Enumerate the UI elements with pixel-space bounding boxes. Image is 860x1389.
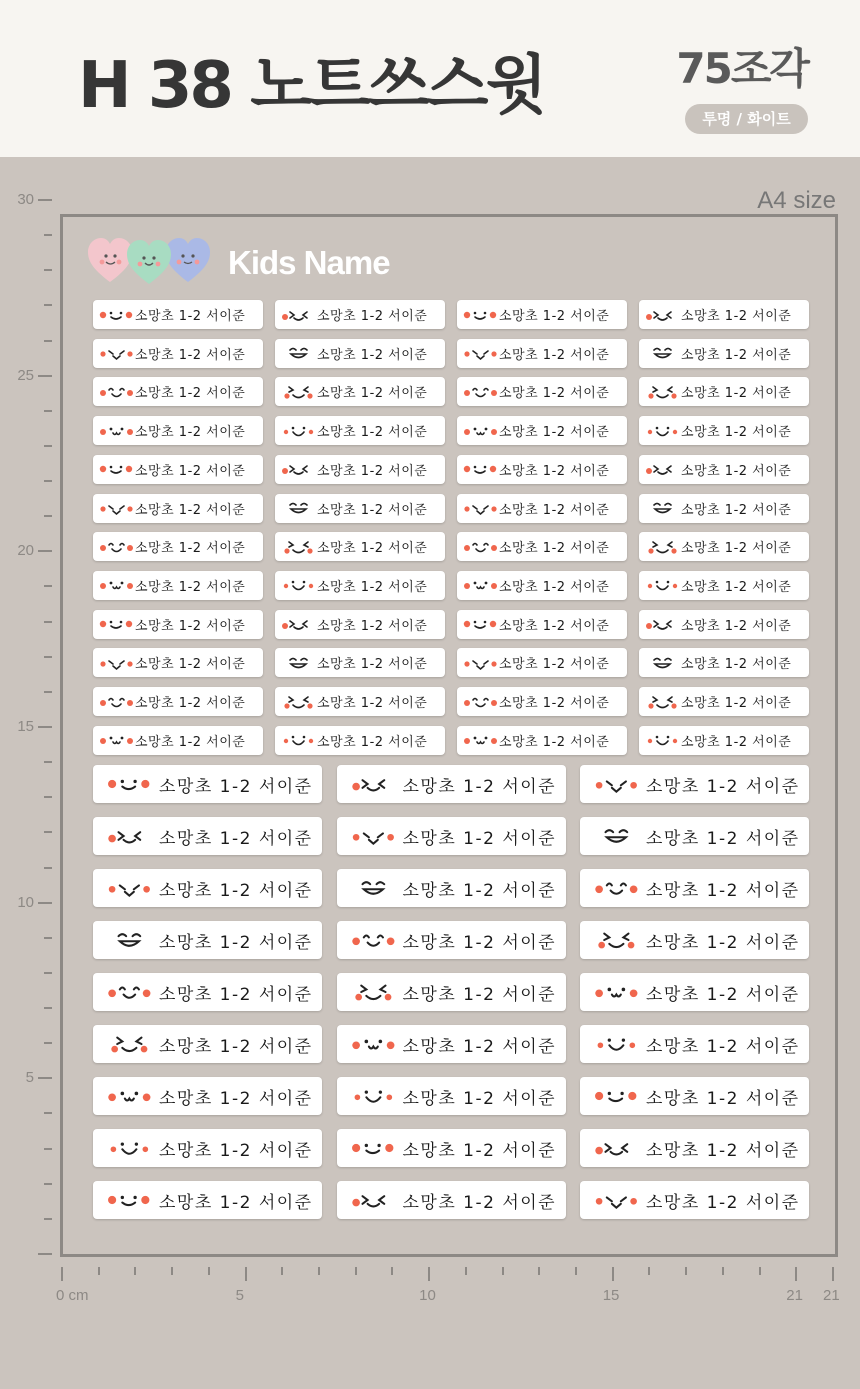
name-label-sticker: [275, 571, 445, 600]
label-text: 소망초 1-2 서이준: [499, 502, 610, 518]
piece-count: 75조각: [676, 44, 808, 93]
ruler-number: 15: [17, 718, 34, 735]
smiley-face-icon: [351, 877, 397, 899]
name-label-sticker: [457, 648, 627, 677]
name-label-sticker: [337, 1025, 566, 1063]
name-label-sticker: [457, 687, 627, 716]
smiley-face-icon: [99, 345, 135, 361]
smiley-face-icon: [107, 981, 153, 1003]
name-label-sticker: [580, 1181, 809, 1219]
label-text: 소망초 1-2 서이준: [159, 1088, 313, 1109]
smiley-face-icon: [645, 655, 681, 671]
label-text: 소망초 1-2 서이준: [135, 502, 246, 518]
name-label-sticker: [275, 377, 445, 406]
name-label-sticker: [93, 494, 263, 523]
smiley-face-icon: [645, 616, 681, 632]
brand-name: Kids Name: [228, 244, 390, 281]
ruler-tick: [44, 340, 52, 342]
label-text: 소망초 1-2 서이준: [135, 696, 246, 711]
label-text: 소망초 1-2 서이준: [135, 541, 246, 557]
ruler-number: 15: [602, 1287, 620, 1304]
ruler-tick: [38, 199, 52, 201]
label-text: 소망초 1-2 서이준: [499, 347, 610, 363]
ruler-number: 30: [17, 191, 34, 208]
name-label-sticker: [580, 973, 809, 1011]
label-text: 소망초 1-2 서이준: [317, 386, 428, 402]
smiley-face-icon: [351, 1137, 397, 1159]
name-label-sticker: [457, 571, 627, 600]
smiley-face-icon: [594, 773, 640, 795]
label-text: 소망초 1-2 서이준: [135, 386, 246, 402]
label-text: 소망초 1-2 서이준: [646, 1036, 800, 1057]
name-label-sticker: [639, 648, 809, 677]
ruler-number: 20: [17, 542, 34, 560]
ruler-tick: [44, 691, 52, 693]
label-text: 소망초 1-2 서이준: [499, 618, 610, 634]
smiley-face-icon: [645, 307, 681, 323]
ruler-tick: [44, 796, 52, 798]
name-label-sticker: [275, 687, 445, 716]
name-label-sticker: [580, 765, 809, 803]
name-label-sticker: [275, 455, 445, 484]
smiley-face-icon: [463, 577, 499, 593]
smiley-face-icon: [351, 773, 397, 795]
label-text: 소망초 1-2 서이준: [499, 309, 610, 324]
name-label-sticker: [580, 817, 809, 855]
label-text: 소망초 1-2 서이준: [317, 347, 428, 363]
smiley-face-icon: [99, 655, 135, 671]
ruler-number: 5: [235, 1287, 244, 1304]
smiley-face-icon: [281, 461, 317, 477]
label-text: 소망초 1-2 서이준: [159, 1036, 313, 1057]
label-text: 소망초 1-2 서이준: [135, 425, 246, 441]
label-text: 소망초 1-2 서이준: [681, 657, 792, 673]
ruler-number: 10: [419, 1287, 436, 1304]
smiley-face-icon: [463, 307, 499, 323]
smiley-face-icon: [463, 500, 499, 516]
ruler-tick: [98, 1267, 100, 1275]
smiley-face-icon: [107, 929, 153, 951]
ruler-number: 25: [17, 366, 34, 384]
ruler-tick: [44, 1183, 52, 1185]
name-label-sticker: [93, 1077, 322, 1115]
smiley-face-icon: [351, 825, 397, 847]
name-label-sticker: [93, 1129, 322, 1167]
ruler-tick: [795, 1267, 797, 1281]
page-header: [0, 0, 860, 157]
smiley-face-icon: [281, 694, 317, 710]
label-text: 소망초 1-2 서이준: [402, 984, 557, 1005]
name-label-sticker: [93, 921, 322, 959]
smiley-face-icon: [99, 616, 135, 632]
material-badge: 투명 / 화이트: [685, 104, 808, 134]
smiley-face-icon: [281, 732, 317, 748]
ruler-tick: [208, 1267, 210, 1275]
smiley-face-icon: [594, 877, 640, 899]
name-label-sticker: [93, 1181, 322, 1219]
label-text: 소망초 1-2 서이준: [135, 347, 246, 363]
label-text: 소망초 1-2 서이준: [159, 880, 313, 901]
smiley-face-icon: [107, 825, 153, 847]
label-text: 소망초 1-2 서이준: [159, 932, 313, 953]
ruler-number: 0 cm: [56, 1287, 89, 1304]
name-label-sticker: [580, 1025, 809, 1063]
label-text: 소망초 1-2 서이준: [159, 1140, 313, 1161]
smiley-face-icon: [645, 732, 681, 748]
label-text: 소망초 1-2 서이준: [681, 309, 792, 324]
label-text: 소망초 1-2 서이준: [135, 579, 246, 595]
smiley-face-icon: [281, 423, 317, 439]
smiley-face-icon: [107, 1033, 153, 1055]
label-text: 소망초 1-2 서이준: [646, 984, 800, 1005]
name-label-sticker: [93, 726, 263, 755]
ruler-tick: [44, 515, 52, 517]
label-text: 소망초 1-2 서이준: [402, 1192, 557, 1213]
name-label-sticker: [93, 817, 322, 855]
label-text: 소망초 1-2 서이준: [317, 734, 428, 750]
name-label-sticker: [639, 571, 809, 600]
smiley-face-icon: [107, 773, 153, 795]
name-label-sticker: [639, 455, 809, 484]
label-text: 소망초 1-2 서이준: [681, 541, 792, 557]
name-label-sticker: [275, 494, 445, 523]
name-label-sticker: [457, 455, 627, 484]
label-text: 소망초 1-2 서이준: [135, 657, 246, 673]
smiley-face-icon: [281, 616, 317, 632]
smiley-face-icon: [463, 384, 499, 400]
smiley-face-icon: [99, 384, 135, 400]
label-text: 소망초 1-2 서이준: [317, 579, 428, 595]
ruler-tick: [134, 1267, 136, 1275]
name-label-sticker: [93, 1025, 322, 1063]
ruler-tick: [245, 1267, 247, 1281]
ruler-tick: [465, 1267, 467, 1275]
ruler-tick: [44, 1112, 52, 1114]
label-text: 소망초 1-2 서이준: [159, 828, 313, 849]
label-text: 소망초 1-2 서이준: [499, 425, 610, 441]
ruler-tick: [44, 1148, 52, 1150]
name-label-sticker: [457, 416, 627, 445]
smiley-face-icon: [594, 825, 640, 847]
label-text: 소망초 1-2 서이준: [681, 618, 792, 634]
label-text: 소망초 1-2 서이준: [402, 828, 557, 849]
ruler-tick: [44, 1218, 52, 1220]
name-label-sticker: [639, 494, 809, 523]
name-label-sticker: [580, 1077, 809, 1115]
ruler-tick: [575, 1267, 577, 1275]
name-label-sticker: [639, 300, 809, 329]
label-text: 소망초 1-2 서이준: [402, 932, 557, 953]
smiley-face-icon: [351, 1085, 397, 1107]
smiley-face-icon: [351, 1033, 397, 1055]
name-label-sticker: [457, 494, 627, 523]
ruler-tick: [832, 1267, 834, 1281]
smiley-face-icon: [107, 1137, 153, 1159]
label-text: 소망초 1-2 서이준: [317, 696, 428, 711]
ruler-tick: [648, 1267, 650, 1275]
name-label-sticker: [93, 532, 263, 561]
label-text: 소망초 1-2 서이준: [499, 696, 610, 711]
smiley-face-icon: [99, 577, 135, 593]
smiley-face-icon: [107, 1085, 153, 1107]
ruler-tick: [44, 621, 52, 623]
ruler-tick: [44, 269, 52, 271]
ruler-tick: [281, 1267, 283, 1275]
name-label-sticker: [93, 648, 263, 677]
label-text: 소망초 1-2 서이준: [317, 657, 428, 673]
ruler-tick: [759, 1267, 761, 1275]
name-label-sticker: [93, 687, 263, 716]
name-label-sticker: [275, 300, 445, 329]
smiley-face-icon: [463, 539, 499, 555]
label-text: 소망초 1-2 서이준: [159, 1192, 313, 1213]
ruler-tick: [44, 761, 52, 763]
name-label-sticker: [337, 921, 566, 959]
smiley-face-icon: [99, 500, 135, 516]
ruler-tick: [38, 550, 52, 552]
label-text: 소망초 1-2 서이준: [402, 776, 557, 797]
smiley-face-icon: [463, 461, 499, 477]
label-text: 소망초 1-2 서이준: [159, 776, 313, 797]
ruler-tick: [44, 972, 52, 974]
name-label-sticker: [580, 1129, 809, 1167]
smiley-face-icon: [99, 423, 135, 439]
ruler-tick: [44, 480, 52, 482]
name-label-sticker: [457, 610, 627, 639]
smiley-face-icon: [463, 694, 499, 710]
label-text: 소망초 1-2 서이준: [499, 541, 610, 557]
ruler-tick: [44, 410, 52, 412]
ruler-tick: [44, 1007, 52, 1009]
label-text: 소망초 1-2 서이준: [646, 1140, 800, 1161]
ruler-tick: [44, 304, 52, 306]
name-label-sticker: [580, 921, 809, 959]
label-text: 소망초 1-2 서이준: [402, 1088, 557, 1109]
name-label-sticker: [337, 817, 566, 855]
name-label-sticker: [580, 869, 809, 907]
label-text: 소망초 1-2 서이준: [317, 502, 428, 518]
name-label-sticker: [93, 973, 322, 1011]
name-label-sticker: [275, 610, 445, 639]
label-text: 소망초 1-2 서이준: [646, 1088, 800, 1109]
smiley-face-icon: [594, 1033, 640, 1055]
smiley-face-icon: [645, 461, 681, 477]
name-label-sticker: [457, 532, 627, 561]
name-label-sticker: [639, 339, 809, 368]
ruler-tick: [722, 1267, 724, 1275]
smiley-face-icon: [281, 500, 317, 516]
name-label-sticker: [639, 416, 809, 445]
smiley-face-icon: [351, 981, 397, 1003]
ruler-tick: [685, 1267, 687, 1275]
ruler-tick: [38, 375, 52, 377]
label-text: 소망초 1-2 서이준: [135, 463, 246, 479]
product-title: H 38 노트쓰스윗: [78, 49, 545, 123]
smiley-face-icon: [645, 345, 681, 361]
name-label-sticker: [457, 339, 627, 368]
name-label-sticker: [275, 532, 445, 561]
smiley-face-icon: [99, 539, 135, 555]
ruler-tick: [44, 585, 52, 587]
ruler-number: 21: [823, 1287, 840, 1304]
ruler-tick: [538, 1267, 540, 1275]
smiley-face-icon: [463, 345, 499, 361]
label-text: 소망초 1-2 서이준: [499, 657, 610, 673]
label-text: 소망초 1-2 서이준: [135, 618, 246, 634]
label-text: 소망초 1-2 서이준: [499, 463, 610, 479]
smiley-face-icon: [99, 694, 135, 710]
smiley-face-icon: [594, 1189, 640, 1211]
label-text: 소망초 1-2 서이준: [681, 734, 792, 750]
name-label-sticker: [337, 869, 566, 907]
ruler-tick: [502, 1267, 504, 1275]
ruler-tick: [44, 234, 52, 236]
name-label-sticker: [93, 869, 322, 907]
label-text: 소망초 1-2 서이준: [499, 386, 610, 402]
name-label-sticker: [93, 416, 263, 445]
ruler-tick: [355, 1267, 357, 1275]
smiley-face-icon: [594, 1085, 640, 1107]
label-text: 소망초 1-2 서이준: [317, 425, 428, 441]
smiley-face-icon: [463, 616, 499, 632]
name-label-sticker: [337, 1181, 566, 1219]
label-text: 소망초 1-2 서이준: [402, 1036, 557, 1057]
label-text: 소망초 1-2 서이준: [135, 309, 246, 324]
three-hearts-icon: [88, 238, 210, 284]
name-label-sticker: [275, 339, 445, 368]
vertical-ruler: [0, 180, 60, 1270]
label-text: 소망초 1-2 서이준: [646, 932, 800, 953]
ruler-tick: [38, 1077, 52, 1079]
ruler-number: 10: [17, 893, 34, 911]
smiley-face-icon: [645, 384, 681, 400]
smiley-face-icon: [645, 694, 681, 710]
label-text: 소망초 1-2 서이준: [317, 463, 428, 479]
ruler-number: 21: [786, 1287, 803, 1304]
name-label-sticker: [639, 610, 809, 639]
smiley-face-icon: [594, 981, 640, 1003]
label-text: 소망초 1-2 서이준: [681, 502, 792, 518]
smiley-face-icon: [645, 423, 681, 439]
label-text: 소망초 1-2 서이준: [159, 984, 313, 1005]
smiley-face-icon: [463, 655, 499, 671]
smiley-face-icon: [107, 1189, 153, 1211]
smiley-face-icon: [594, 1137, 640, 1159]
ruler-tick: [38, 902, 52, 904]
label-text: 소망초 1-2 서이준: [681, 347, 792, 363]
smiley-face-icon: [99, 307, 135, 323]
smiley-face-icon: [281, 384, 317, 400]
label-text: 소망초 1-2 서이준: [317, 541, 428, 557]
label-text: 소망초 1-2 서이준: [646, 776, 800, 797]
ruler-tick: [171, 1267, 173, 1275]
ruler-tick: [318, 1267, 320, 1275]
ruler-tick: [612, 1267, 614, 1281]
smiley-face-icon: [645, 577, 681, 593]
label-text: 소망초 1-2 서이준: [402, 1140, 557, 1161]
label-text: 소망초 1-2 서이준: [646, 828, 800, 849]
name-label-sticker: [275, 648, 445, 677]
ruler-tick: [44, 656, 52, 658]
smiley-face-icon: [99, 461, 135, 477]
sheet-size-label: A4 size: [757, 187, 836, 214]
smiley-face-icon: [281, 655, 317, 671]
smiley-face-icon: [351, 1189, 397, 1211]
label-text: 소망초 1-2 서이준: [499, 579, 610, 595]
smiley-face-icon: [594, 929, 640, 951]
ruler-tick: [428, 1267, 430, 1281]
ruler-tick: [44, 1042, 52, 1044]
label-text: 소망초 1-2 서이준: [681, 696, 792, 711]
label-text: 소망초 1-2 서이준: [499, 734, 610, 750]
name-label-sticker: [93, 610, 263, 639]
smiley-face-icon: [645, 539, 681, 555]
smiley-face-icon: [281, 539, 317, 555]
label-text: 소망초 1-2 서이준: [681, 425, 792, 441]
name-label-sticker: [639, 726, 809, 755]
horizontal-ruler: [40, 1255, 860, 1315]
name-label-sticker: [93, 377, 263, 406]
label-text: 소망초 1-2 서이준: [681, 386, 792, 402]
name-label-sticker: [337, 1077, 566, 1115]
smiley-face-icon: [281, 345, 317, 361]
label-text: 소망초 1-2 서이준: [317, 309, 428, 324]
label-text: 소망초 1-2 서이준: [135, 734, 246, 750]
name-label-sticker: [93, 571, 263, 600]
name-label-sticker: [93, 339, 263, 368]
label-text: 소망초 1-2 서이준: [681, 579, 792, 595]
smiley-face-icon: [351, 929, 397, 951]
name-label-sticker: [93, 765, 322, 803]
label-text: 소망초 1-2 서이준: [646, 880, 800, 901]
name-label-sticker: [639, 532, 809, 561]
name-label-sticker: [93, 300, 263, 329]
smiley-face-icon: [463, 732, 499, 748]
name-label-sticker: [275, 416, 445, 445]
name-label-sticker: [639, 687, 809, 716]
ruler-tick: [38, 726, 52, 728]
ruler-tick: [391, 1267, 393, 1275]
name-label-sticker: [457, 300, 627, 329]
ruler-tick: [44, 867, 52, 869]
ruler-tick: [44, 831, 52, 833]
ruler-tick: [44, 937, 52, 939]
smiley-face-icon: [281, 577, 317, 593]
name-label-sticker: [337, 973, 566, 1011]
name-label-sticker: [639, 377, 809, 406]
smiley-face-icon: [99, 732, 135, 748]
label-text: 소망초 1-2 서이준: [317, 618, 428, 634]
smiley-face-icon: [463, 423, 499, 439]
name-label-sticker: [275, 726, 445, 755]
ruler-number: 5: [25, 1069, 34, 1087]
label-text: 소망초 1-2 서이준: [681, 463, 792, 479]
name-label-sticker: [337, 765, 566, 803]
label-text: 소망초 1-2 서이준: [646, 1192, 800, 1213]
name-label-sticker: [337, 1129, 566, 1167]
label-text: 소망초 1-2 서이준: [402, 880, 557, 901]
smiley-face-icon: [107, 877, 153, 899]
ruler-tick: [61, 1267, 63, 1281]
name-label-sticker: [457, 726, 627, 755]
smiley-face-icon: [281, 307, 317, 323]
smiley-face-icon: [645, 500, 681, 516]
name-label-sticker: [93, 455, 263, 484]
name-label-sticker: [457, 377, 627, 406]
ruler-tick: [44, 445, 52, 447]
